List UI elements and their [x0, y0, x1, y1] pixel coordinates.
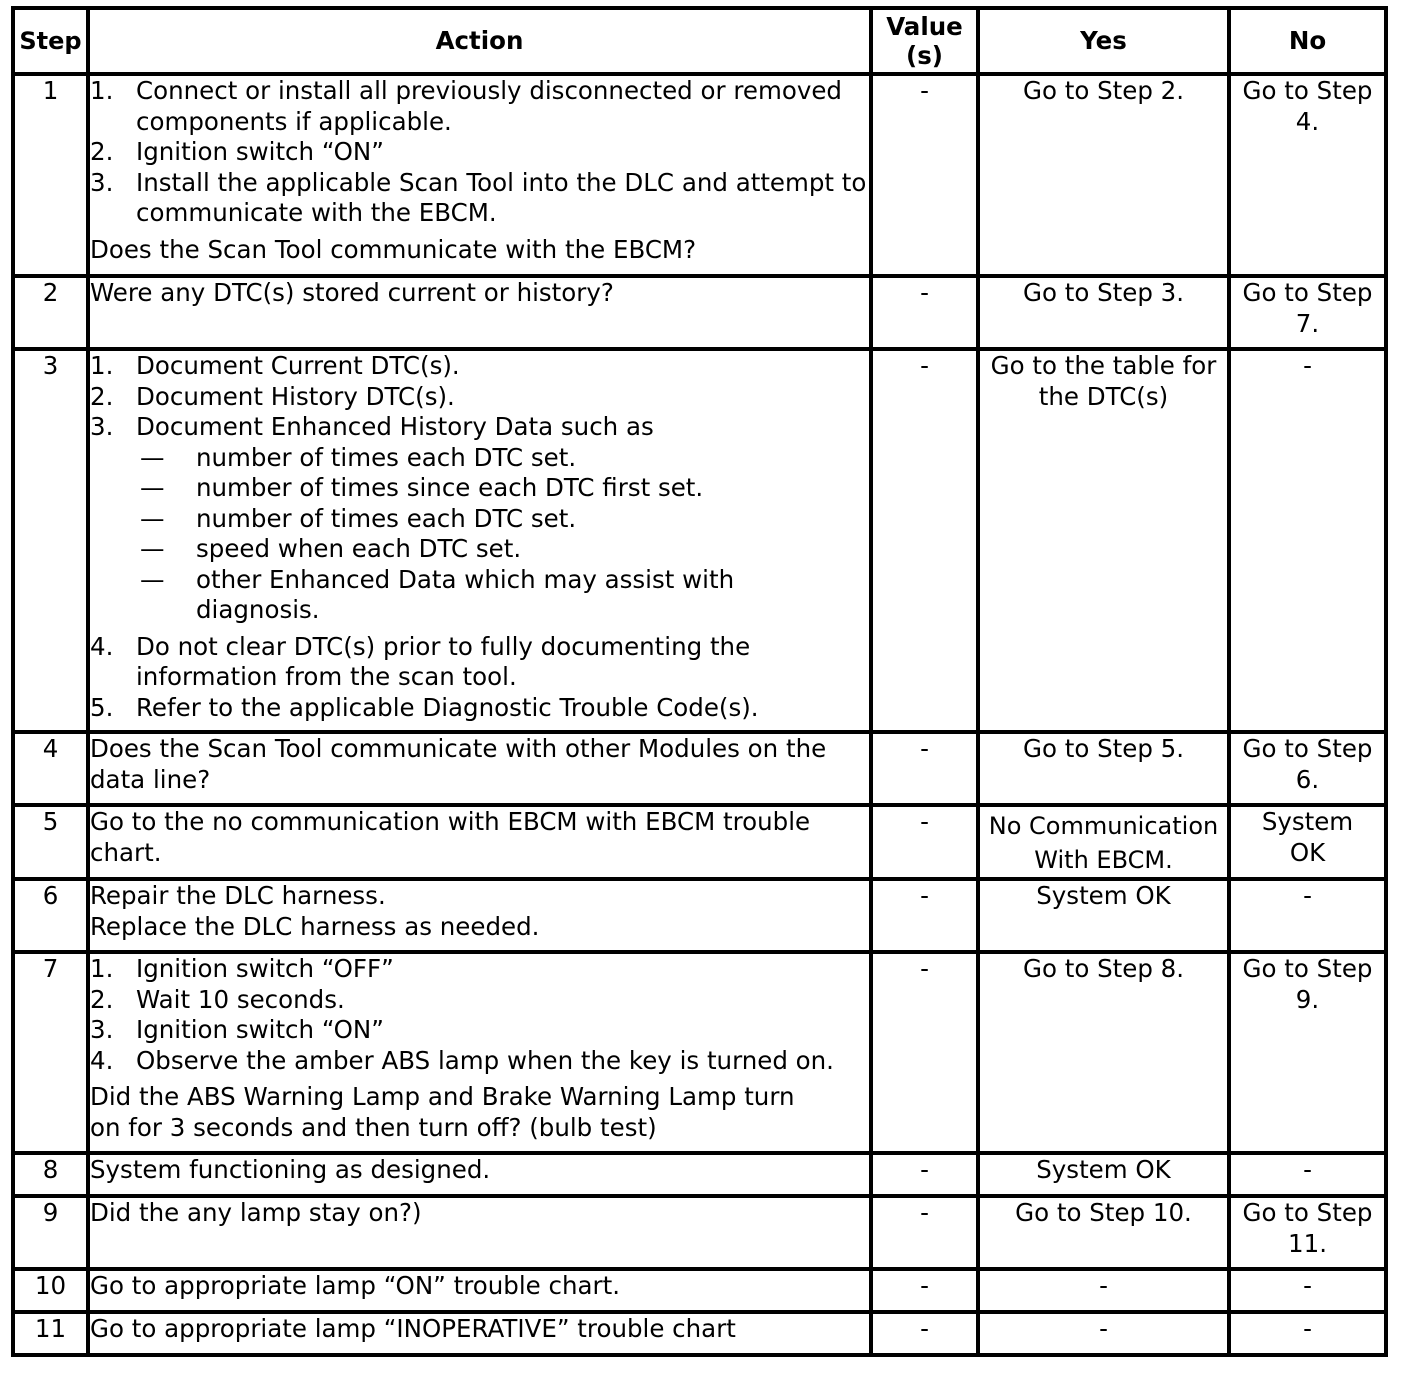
list-item: 3. Install the applicable Scan Tool into the DLC and attempt to communicate with the EBCM. [90, 167, 867, 227]
no-cell: Go to Step 7. [1229, 276, 1386, 349]
list-item: 1. Ignition switch “OFF” [90, 954, 394, 983]
step-number: 8 [13, 1153, 88, 1196]
action-cell: Were any DTC(s) stored current or history? [88, 276, 871, 349]
header-no: No [1229, 8, 1386, 74]
list-item: 2. Document History DTC(s). [90, 381, 455, 411]
action-cell: System functioning as designed. [88, 1153, 871, 1196]
table-row [13, 805, 1386, 879]
value-cell: - [871, 732, 978, 805]
yes-cell: System OK [978, 1153, 1229, 1196]
action-cell [88, 879, 871, 952]
no-cell: Go to Step 9. [1229, 952, 1386, 1153]
list-item: 2. Ignition switch “ON” [90, 137, 384, 166]
diagnostic-table [11, 6, 1388, 1357]
value-cell: - [871, 1269, 978, 1312]
list-item: 1. Document Current DTC(s). [90, 351, 460, 380]
header-value: Value (s) [871, 8, 978, 74]
list-item: 4. Observe the amber ABS lamp when the key is turned on. [90, 1045, 834, 1075]
header-step: Step [13, 8, 88, 74]
table-row [13, 1153, 1386, 1196]
table-row [13, 349, 1386, 732]
list-item: 3. Ignition switch “ON” [90, 1015, 384, 1044]
no-cell: Go to Step 4. [1229, 74, 1386, 276]
step-number: 6 [13, 879, 88, 952]
list-item: 2. Wait 10 seconds. [90, 984, 345, 1014]
table-row [13, 1269, 1386, 1312]
no-cell: Go to Step 6. [1229, 732, 1386, 805]
yes-cell: Go to Step 8. [978, 952, 1229, 1153]
no-cell: System OK [1229, 805, 1386, 879]
yes-cell: Go to the table for the DTC(s) [978, 349, 1229, 732]
value-cell: - [871, 879, 978, 952]
step-number: 10 [13, 1269, 88, 1312]
header-action: Action [88, 8, 871, 74]
value-cell: - [871, 74, 978, 276]
sub-list-item: — other Enhanced Data which may assist with diagnosis. [140, 564, 735, 624]
yes-cell: Go to Step 5. [978, 732, 1229, 805]
header-yes: Yes [978, 8, 1229, 74]
table-row [13, 732, 1386, 805]
step-number: 7 [13, 952, 88, 1153]
value-cell: - [871, 1312, 978, 1355]
header-row [13, 8, 1386, 74]
action-line: Repair the DLC harness. [90, 881, 386, 910]
table-row [13, 952, 1386, 1153]
no-cell: - [1229, 1153, 1386, 1196]
value-cell: - [871, 276, 978, 349]
question-text: Did the ABS Warning Lamp and Brake Warning Lamp turn on for 3 seconds and then turn off? (bulb test) [90, 1082, 795, 1142]
yes-cell: - [978, 1312, 1229, 1355]
step-number: 5 [13, 805, 88, 879]
no-cell: - [1229, 1312, 1386, 1355]
action-cell: Go to appropriate lamp “INOPERATIVE” trouble chart [88, 1312, 871, 1355]
action-line: Replace the DLC harness as needed. [90, 911, 540, 941]
step-number: 11 [13, 1312, 88, 1355]
yes-cell: - [978, 1269, 1229, 1312]
yes-cell: No Communication With EBCM. [978, 805, 1229, 879]
action-cell: Go to appropriate lamp “ON” trouble chart. [88, 1269, 871, 1312]
question-text: Does the Scan Tool communicate with the EBCM? [90, 234, 697, 264]
action-cell [88, 349, 871, 732]
step-number: 9 [13, 1196, 88, 1269]
no-cell: - [1229, 879, 1386, 952]
no-cell: Go to Step 11. [1229, 1196, 1386, 1269]
step-number: 3 [13, 349, 88, 732]
value-cell: - [871, 349, 978, 732]
action-cell [88, 952, 871, 1153]
step-number: 4 [13, 732, 88, 805]
no-cell: - [1229, 349, 1386, 732]
list-item: 3. Document Enhanced History Data such as [90, 412, 654, 441]
sub-list-item: — number of times since each DTC first set. [140, 473, 704, 502]
sub-list-item: — number of times each DTC set. [140, 503, 577, 533]
yes-cell: Go to Step 3. [978, 276, 1229, 349]
step-number: 1 [13, 74, 88, 276]
table-row [13, 879, 1386, 952]
list-item: 5. Refer to the applicable Diagnostic Trouble Code(s). [90, 692, 759, 722]
yes-cell: Go to Step 2. [978, 74, 1229, 276]
table-row [13, 1196, 1386, 1269]
action-cell: Does the Scan Tool communicate with other Modules on the data line? [88, 732, 871, 805]
step-number: 2 [13, 276, 88, 349]
list-item: 1. Connect or install all previously disconnected or removed components if applicable. [90, 76, 842, 136]
no-cell: - [1229, 1269, 1386, 1312]
sub-list-item: — speed when each DTC set. [140, 534, 522, 563]
action-cell: Go to the no communication with EBCM with EBCM trouble chart. [88, 805, 871, 879]
list-item: 4. Do not clear DTC(s) prior to fully documenting the information from the scan tool. [90, 631, 751, 691]
yes-cell: System OK [978, 879, 1229, 952]
value-cell: - [871, 1153, 978, 1196]
table-row [13, 1312, 1386, 1355]
table-row [13, 74, 1386, 276]
sub-list-item: — number of times each DTC set. [140, 442, 577, 472]
value-cell: - [871, 952, 978, 1153]
action-cell [88, 74, 871, 276]
value-cell: - [871, 805, 978, 879]
table-row [13, 276, 1386, 349]
action-cell: Did the any lamp stay on?) [88, 1196, 871, 1269]
yes-cell: Go to Step 10. [978, 1196, 1229, 1269]
value-cell: - [871, 1196, 978, 1269]
